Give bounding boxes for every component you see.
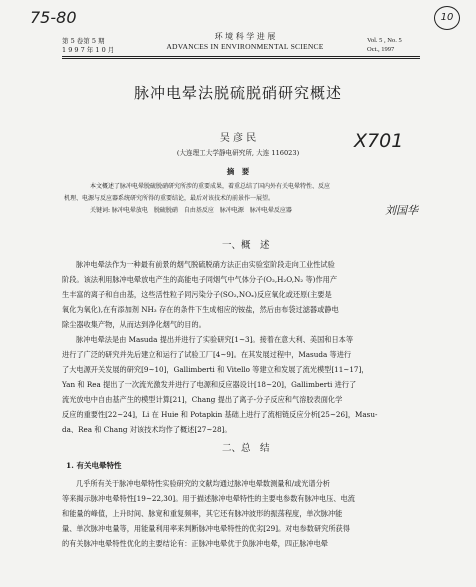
- text-line: 几乎所有关于脉冲电晕特性实验研究的文献均通过脉冲电晕数测量和/或光谱分析: [76, 479, 330, 488]
- header-month: Oct., 1997: [367, 46, 395, 53]
- abstract-text-line-1: 本文概述了脉冲电晕脱硫脱硝研究所涉的重要成果，着重总结了国内外有关电晕特性、反应: [90, 183, 331, 190]
- text-line: 除尘器收集产物，从而达到净化烟气的目的。: [62, 320, 206, 329]
- section-1-heading: 一、概 述: [222, 240, 270, 251]
- section-2-paragraph-1: [62, 476, 424, 551]
- text-line: 反应的重要性[22~24]，Li 在 Huie 和 Potapkin 基础上进行了流相链反应分析[25~26]，Masu-: [62, 410, 378, 419]
- text-line: 生丰富的离子和自由基，这些活性粒子同污染分子(SO₂,NOₓ)反应氧化或还原(主要是: [62, 290, 332, 299]
- subsection-heading: 1. 有关电晕特性: [66, 461, 122, 470]
- text-line: 的有关脉冲电晕特性优化的主要结论有：正脉冲电晕优于负脉冲电晕，四正脉冲电晕: [62, 539, 328, 548]
- text-line: 阶段。该法利用脉冲电晕放电产生的高能电子同烟气中气体分子(O₂,H₂O,N₂ 等)作用产: [62, 275, 338, 284]
- author-name: 吴 彦 民: [219, 133, 257, 144]
- text-line: 等来揭示脉冲电晕特性[19~22,30]。用于描述脉冲电晕特性的主要电参数有脉冲电压、电流: [62, 494, 355, 503]
- text-line: 流光放电中自由基产生的模型计算[21]，Chang 提出了离子-分子反应和气溶胶表面化学: [62, 395, 343, 404]
- handwritten-page-number: 75-80: [30, 8, 77, 27]
- abstract-text-line-2: 机理、电源与反应器系统研究所得的重要结论，最后对该技术的前景作一展望。: [64, 195, 275, 202]
- header-rule-bottom: [62, 58, 420, 59]
- abstract-heading: 摘 要: [226, 167, 250, 176]
- circled-annotation: [434, 6, 460, 30]
- journal-title-cn: 环 境 科 学 进 展: [214, 32, 276, 41]
- handwritten-signature: 刘国华: [385, 204, 418, 217]
- circled-number: 10: [440, 12, 454, 23]
- text-line: da、Rea 和 Chang 对该技术均作了概述[27~28]。: [62, 425, 232, 434]
- article-title: 脉冲电晕法脱硫脱硝研究概述: [133, 84, 342, 102]
- text-line: Yan 和 Rea 提出了一次流光激发并进行了电源和反应器设计[18~20]，Gallimberti 进行了: [62, 380, 357, 389]
- text-line: 脉冲电晕法作为一种最有前景的烟气脱硫脱硝方法正由实验室阶段走向工业性试验: [76, 260, 335, 269]
- text-line: 脉冲电晕法是由 Masuda 提出并进行了实验研究[1~3]。接着在意大利、美国和日本等: [76, 335, 354, 344]
- text-line: 了大电源开关发展的研究[9~10]，Gallimberti 和 Vitello 等建立和发展了流光模型[11~17]，: [62, 365, 369, 374]
- section-2-heading: 二、总 结: [222, 443, 270, 454]
- text-line: 进行了广泛的研究并先后建立和运行了试验工厂[4~9]。在其发展过程中，Masuda 等进行: [62, 350, 352, 359]
- author-affiliation: (大连理工大学静电研究所, 大连 116023): [176, 149, 300, 157]
- text-line: 和能量的峰值，上升时间、脉宽和重复频率，其它还有脉冲波形的振荡程度，单次脉冲能: [62, 509, 343, 518]
- header-volume: Vol. 5 , No. 5: [367, 37, 402, 44]
- text-line: 量、单次脉冲电量等，用能量利用率来判断脉冲电晕特性的优劣[29]。对电参数研究所获得: [62, 524, 350, 533]
- keywords-line: 关键词: 脉冲电晕放电 脱硫脱硝 自由基反应 脉冲电源 脉冲电晕反应器: [90, 207, 292, 214]
- header-rule-top: [62, 56, 420, 57]
- section-1-paragraph-2: [62, 332, 424, 437]
- header-date: 1 9 9 7 年 1 0 月: [62, 46, 115, 54]
- journal-title-en: ADVANCES IN ENVIRONMENTAL SCIENCE: [166, 42, 324, 51]
- text-line: 氧化为氧化),在有添加剂 NH₃ 存在的条件下生成相应的铵盐，然后由布袋过滤器或静电: [62, 305, 339, 314]
- section-1-paragraph-1: [62, 257, 424, 332]
- handwritten-mark: X701: [354, 130, 404, 152]
- header-issue: 第 5 卷第 5 期: [62, 37, 105, 45]
